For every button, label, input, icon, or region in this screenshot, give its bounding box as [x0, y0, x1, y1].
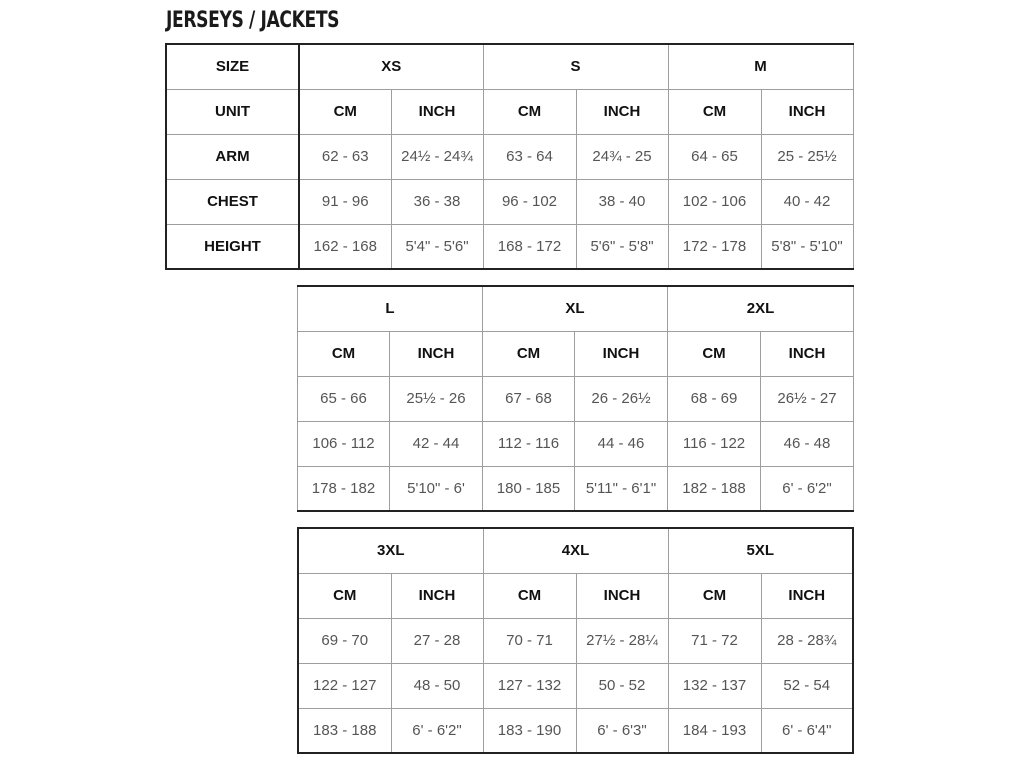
size-header-xl: XL: [483, 286, 668, 331]
table-row-unit: [298, 331, 854, 376]
table-cell: 52 - 54: [761, 663, 853, 708]
table-cell: 65 - 66: [298, 376, 390, 421]
unit-inch: INCH: [761, 89, 853, 134]
table-row-height: [298, 708, 853, 753]
table-cell: 48 - 50: [391, 663, 483, 708]
table-cell: 6' - 6'2": [761, 466, 854, 511]
table-cell: 68 - 69: [668, 376, 761, 421]
unit-cm: CM: [483, 89, 576, 134]
table-row-size: [298, 528, 853, 573]
table-cell: 24½ - 24¾: [391, 134, 483, 179]
table-row-height: [298, 466, 854, 511]
table-cell: 183 - 188: [298, 708, 391, 753]
table-cell: 40 - 42: [761, 179, 853, 224]
unit-cm: CM: [298, 331, 390, 376]
size-header-3xl: 3XL: [298, 528, 483, 573]
table-cell: 91 - 96: [299, 179, 391, 224]
unit-inch: INCH: [390, 331, 483, 376]
table-cell: 127 - 132: [483, 663, 576, 708]
table-cell: 70 - 71: [483, 618, 576, 663]
table-cell: 67 - 68: [483, 376, 575, 421]
table-cell: 24¾ - 25: [576, 134, 668, 179]
table-row-unit: [298, 573, 853, 618]
table-row-chest: [298, 663, 853, 708]
table-cell: 69 - 70: [298, 618, 391, 663]
table-cell: 27 - 28: [391, 618, 483, 663]
table-cell: 178 - 182: [298, 466, 390, 511]
row-label-height: HEIGHT: [166, 224, 299, 269]
table-cell: 42 - 44: [390, 421, 483, 466]
table-cell: 102 - 106: [668, 179, 761, 224]
chart-title: JERSEYS / JACKETS: [166, 8, 340, 33]
table-cell: 162 - 168: [299, 224, 391, 269]
table-cell: 106 - 112: [298, 421, 390, 466]
unit-cm: CM: [299, 89, 391, 134]
table-cell: 71 - 72: [668, 618, 761, 663]
size-header-m: M: [668, 44, 853, 89]
table-cell: 62 - 63: [299, 134, 391, 179]
unit-cm: CM: [483, 573, 576, 618]
unit-cm: CM: [483, 331, 575, 376]
table-cell: 182 - 188: [668, 466, 761, 511]
table-row-chest: [298, 421, 854, 466]
table-cell: 50 - 52: [576, 663, 668, 708]
table-row-unit: [166, 89, 853, 134]
table-cell: 26½ - 27: [761, 376, 854, 421]
size-header-l: L: [298, 286, 483, 331]
table-row-size: [298, 286, 854, 331]
size-header-s: S: [483, 44, 668, 89]
table-cell: 172 - 178: [668, 224, 761, 269]
unit-cm: CM: [668, 331, 761, 376]
table-row-chest: [166, 179, 853, 224]
table-cell: 25½ - 26: [390, 376, 483, 421]
table-cell: 46 - 48: [761, 421, 854, 466]
table-cell: 168 - 172: [483, 224, 576, 269]
table-cell: 132 - 137: [668, 663, 761, 708]
unit-inch: INCH: [761, 573, 853, 618]
table-cell: 5'10" - 6': [390, 466, 483, 511]
table-row-arm: [298, 376, 854, 421]
table-cell: 6' - 6'4": [761, 708, 853, 753]
unit-cm: CM: [668, 573, 761, 618]
table-cell: 64 - 65: [668, 134, 761, 179]
table-cell: 112 - 116: [483, 421, 575, 466]
row-label-arm: ARM: [166, 134, 299, 179]
table-cell: 183 - 190: [483, 708, 576, 753]
unit-inch: INCH: [391, 89, 483, 134]
unit-inch: INCH: [576, 89, 668, 134]
table-cell: 28 - 28¾: [761, 618, 853, 663]
table-cell: 6' - 6'3": [576, 708, 668, 753]
table-cell: 27½ - 28¼: [576, 618, 668, 663]
table-cell: 116 - 122: [668, 421, 761, 466]
table-cell: 6' - 6'2": [391, 708, 483, 753]
table-cell: 184 - 193: [668, 708, 761, 753]
size-header-2xl: 2XL: [668, 286, 854, 331]
unit-inch: INCH: [576, 573, 668, 618]
table-cell: 38 - 40: [576, 179, 668, 224]
unit-cm: CM: [298, 573, 391, 618]
table-cell: 36 - 38: [391, 179, 483, 224]
size-table-xs-s-m: [165, 43, 854, 270]
table-cell: 96 - 102: [483, 179, 576, 224]
row-label-size: SIZE: [166, 44, 299, 89]
table-cell: 63 - 64: [483, 134, 576, 179]
table-cell: 5'4" - 5'6": [391, 224, 483, 269]
table-cell: 5'8" - 5'10": [761, 224, 853, 269]
size-header-4xl: 4XL: [483, 528, 668, 573]
table-cell: 25 - 25½: [761, 134, 853, 179]
unit-inch: INCH: [575, 331, 668, 376]
size-table-3xl-4xl-5xl: [297, 527, 854, 754]
unit-inch: INCH: [391, 573, 483, 618]
size-header-5xl: 5XL: [668, 528, 853, 573]
size-header-xs: XS: [299, 44, 483, 89]
unit-inch: INCH: [761, 331, 854, 376]
table-cell: 180 - 185: [483, 466, 575, 511]
unit-cm: CM: [668, 89, 761, 134]
table-cell: 26 - 26½: [575, 376, 668, 421]
table-cell: 5'6" - 5'8": [576, 224, 668, 269]
row-label-chest: CHEST: [166, 179, 299, 224]
table-row-arm: [298, 618, 853, 663]
table-row-arm: [166, 134, 853, 179]
table-row-size: [166, 44, 853, 89]
table-cell: 5'11" - 6'1": [575, 466, 668, 511]
table-row-height: [166, 224, 853, 269]
size-table-l-xl-2xl: [297, 285, 854, 512]
table-cell: 44 - 46: [575, 421, 668, 466]
table-cell: 122 - 127: [298, 663, 391, 708]
row-label-unit: UNIT: [166, 89, 299, 134]
